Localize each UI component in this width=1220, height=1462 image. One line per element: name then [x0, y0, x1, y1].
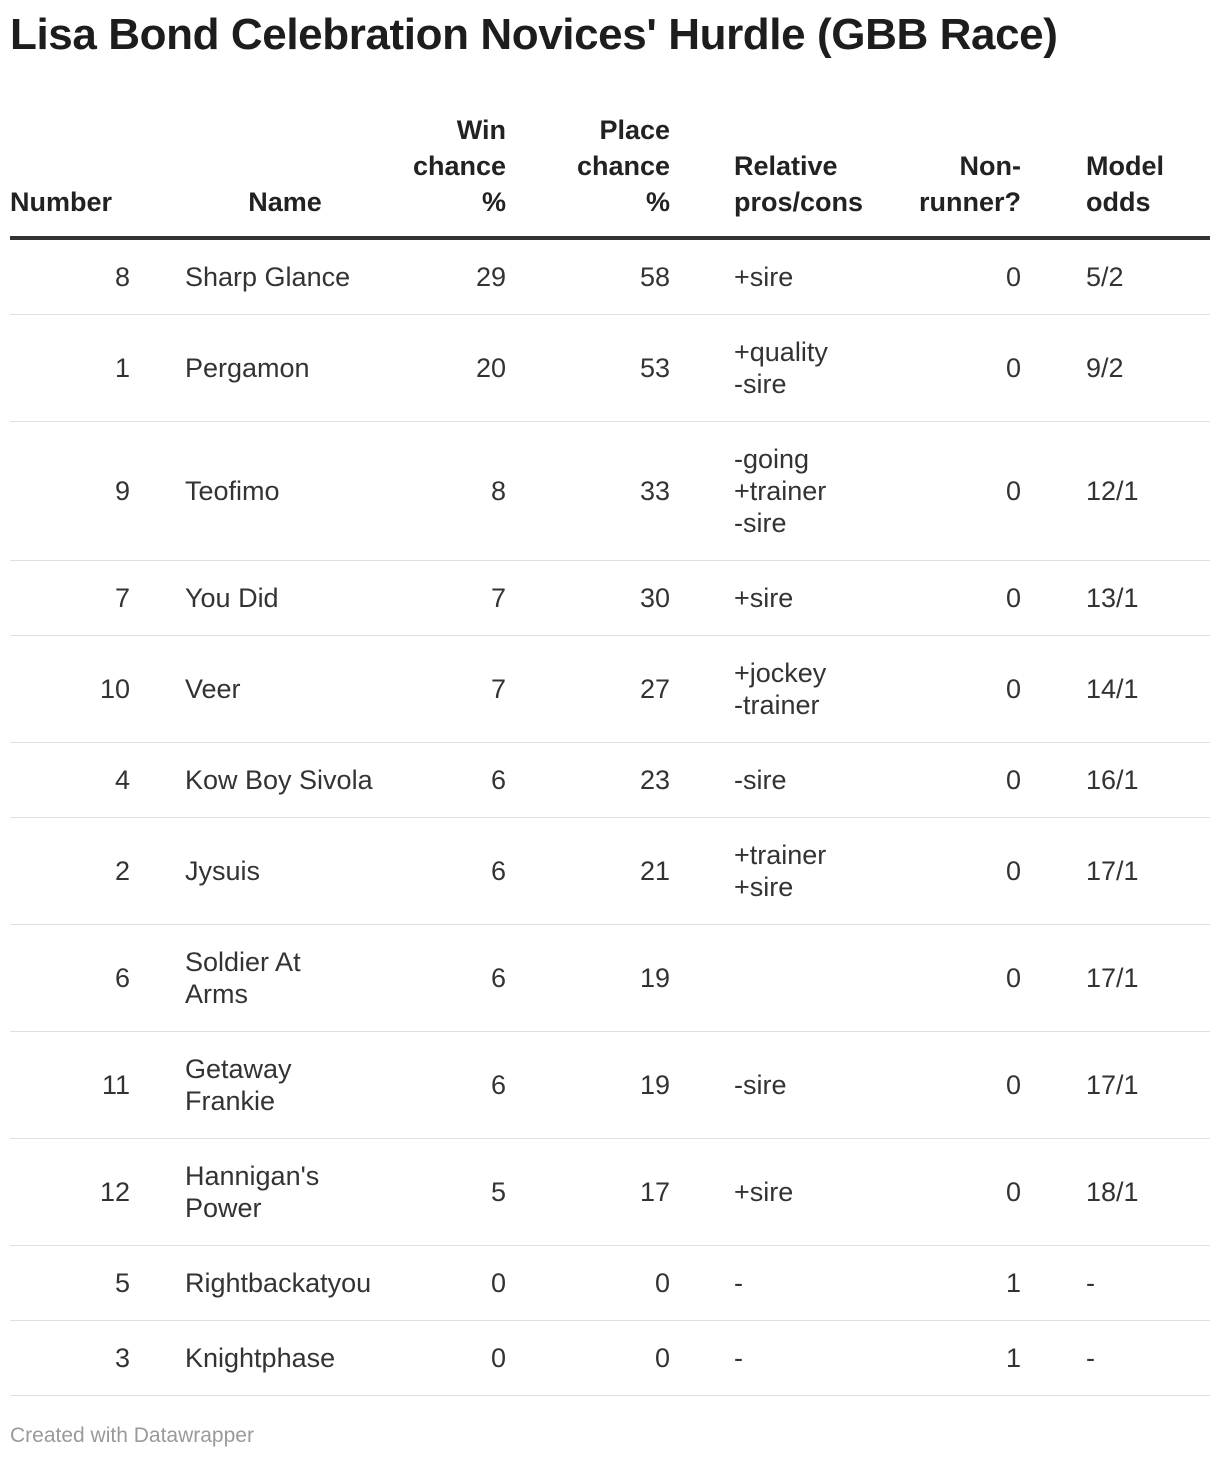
- cell-line: Soldier At: [185, 947, 301, 977]
- cell-place: 33: [541, 422, 705, 561]
- cell-odds: 17/1: [1073, 925, 1210, 1032]
- cell-line: -sire: [734, 1070, 787, 1100]
- cell-num: 1: [10, 315, 185, 422]
- cell-rel: [705, 1032, 890, 1139]
- cell-name: [185, 315, 385, 422]
- cell-rel: [705, 636, 890, 743]
- cell-win: 6: [385, 743, 541, 818]
- column-header-rel: [705, 112, 890, 238]
- cell-nr: 0: [890, 422, 1073, 561]
- cell-nr: 0: [890, 743, 1073, 818]
- cell-nr: 0: [890, 925, 1073, 1032]
- cell-num: 12: [10, 1139, 185, 1246]
- cell-line: Hannigan's: [185, 1161, 320, 1191]
- cell-odds: -: [1073, 1321, 1210, 1396]
- cell-win: 6: [385, 1032, 541, 1139]
- cell-odds: 12/1: [1073, 422, 1210, 561]
- cell-line: +sire: [734, 1177, 794, 1207]
- cell-rel: [705, 743, 890, 818]
- column-header-line: %: [645, 187, 670, 217]
- table-row: [10, 636, 1210, 743]
- cell-place: 27: [541, 636, 705, 743]
- column-header-place: [541, 112, 705, 238]
- cell-name: [185, 561, 385, 636]
- chart-title: Lisa Bond Celebration Novices' Hurdle (GBB Race): [10, 10, 1058, 59]
- column-header-win: [385, 112, 541, 238]
- column-header-line: Model: [1086, 151, 1164, 181]
- cell-nr: 0: [890, 1139, 1073, 1246]
- cell-nr: 0: [890, 315, 1073, 422]
- cell-line: +sire: [734, 583, 794, 613]
- column-header-line: chance: [412, 151, 506, 181]
- cell-odds: 13/1: [1073, 561, 1210, 636]
- cell-odds: 18/1: [1073, 1139, 1210, 1246]
- cell-odds: 16/1: [1073, 743, 1210, 818]
- cell-line: Knightphase: [185, 1343, 336, 1373]
- cell-line: Veer: [185, 674, 241, 704]
- cell-line: You Did: [185, 583, 279, 613]
- column-header-line: Non-: [959, 151, 1021, 181]
- table-row: [10, 1246, 1210, 1321]
- cell-win: 20: [385, 315, 541, 422]
- cell-line: -trainer: [734, 690, 820, 720]
- cell-rel: [705, 925, 890, 1032]
- cell-place: 21: [541, 818, 705, 925]
- cell-line: -: [734, 1343, 743, 1373]
- column-header-line: Place: [599, 115, 670, 145]
- table-row: [10, 315, 1210, 422]
- cell-rel: [705, 561, 890, 636]
- cell-num: 3: [10, 1321, 185, 1396]
- cell-win: 8: [385, 422, 541, 561]
- cell-line: Teofimo: [185, 476, 280, 506]
- cell-line: +sire: [734, 872, 794, 902]
- column-header-line: runner?: [918, 187, 1021, 217]
- cell-odds: -: [1073, 1246, 1210, 1321]
- table-row: [10, 818, 1210, 925]
- column-header-line: chance: [576, 151, 670, 181]
- cell-odds: 17/1: [1073, 818, 1210, 925]
- cell-num: 8: [10, 238, 185, 315]
- column-header-line: Number: [10, 187, 113, 217]
- cell-line: -: [734, 1268, 743, 1298]
- table-row: [10, 238, 1210, 315]
- column-header-name: [185, 112, 385, 238]
- cell-line: +jockey: [734, 658, 827, 688]
- cell-rel: [705, 315, 890, 422]
- cell-rel: [705, 238, 890, 315]
- data-table: [10, 112, 1210, 1396]
- cell-rel: [705, 422, 890, 561]
- cell-nr: 1: [890, 1246, 1073, 1321]
- cell-win: 29: [385, 238, 541, 315]
- cell-line: +trainer: [734, 840, 827, 870]
- cell-line: +trainer: [734, 476, 827, 506]
- cell-name: [185, 818, 385, 925]
- cell-line: -sire: [734, 369, 787, 399]
- column-header-line: Relative: [734, 151, 838, 181]
- cell-name: [185, 1246, 385, 1321]
- column-header-line: Win: [456, 115, 506, 145]
- cell-num: 7: [10, 561, 185, 636]
- cell-win: 0: [385, 1246, 541, 1321]
- column-header-line: %: [481, 187, 506, 217]
- cell-line: -going: [734, 444, 810, 474]
- cell-odds: 17/1: [1073, 1032, 1210, 1139]
- cell-nr: 0: [890, 1032, 1073, 1139]
- cell-name: [185, 238, 385, 315]
- column-header-line: Name: [248, 187, 322, 217]
- cell-line: Power: [185, 1193, 262, 1223]
- cell-win: 0: [385, 1321, 541, 1396]
- cell-line: Pergamon: [185, 353, 310, 383]
- cell-num: 6: [10, 925, 185, 1032]
- cell-nr: 0: [890, 636, 1073, 743]
- cell-line: -sire: [734, 765, 787, 795]
- cell-name: [185, 1139, 385, 1246]
- cell-name: [185, 925, 385, 1032]
- cell-win: 7: [385, 561, 541, 636]
- cell-place: 23: [541, 743, 705, 818]
- table-row: [10, 743, 1210, 818]
- cell-name: [185, 636, 385, 743]
- column-header-line: odds: [1086, 187, 1151, 217]
- cell-place: 19: [541, 925, 705, 1032]
- column-header-nr: [890, 112, 1073, 238]
- cell-line: +sire: [734, 262, 794, 292]
- cell-num: 11: [10, 1032, 185, 1139]
- table-header: [10, 112, 1210, 238]
- header-row: [10, 112, 1210, 238]
- cell-line: +quality: [734, 337, 828, 367]
- cell-place: 0: [541, 1321, 705, 1396]
- cell-num: 10: [10, 636, 185, 743]
- cell-odds: 5/2: [1073, 238, 1210, 315]
- cell-line: Getaway: [185, 1054, 292, 1084]
- cell-nr: 0: [890, 238, 1073, 315]
- column-header-num: [10, 112, 185, 238]
- cell-line: Frankie: [185, 1086, 276, 1116]
- cell-num: 9: [10, 422, 185, 561]
- table-body: [10, 238, 1210, 1396]
- cell-rel: [705, 818, 890, 925]
- cell-num: 4: [10, 743, 185, 818]
- cell-rel: [705, 1321, 890, 1396]
- cell-line: Jysuis: [185, 856, 261, 886]
- table-row: [10, 422, 1210, 561]
- cell-nr: 0: [890, 561, 1073, 636]
- table-container: [10, 112, 1210, 1396]
- column-header-line: pros/cons: [734, 187, 864, 217]
- cell-place: 30: [541, 561, 705, 636]
- cell-line: Arms: [185, 979, 248, 1009]
- cell-win: 7: [385, 636, 541, 743]
- cell-name: [185, 422, 385, 561]
- cell-line: -sire: [734, 508, 787, 538]
- cell-line: Sharp Glance: [185, 262, 351, 292]
- cell-name: [185, 1321, 385, 1396]
- cell-place: 53: [541, 315, 705, 422]
- cell-odds: 9/2: [1073, 315, 1210, 422]
- cell-num: 5: [10, 1246, 185, 1321]
- cell-place: 58: [541, 238, 705, 315]
- cell-name: [185, 1032, 385, 1139]
- cell-line: Rightbackatyou: [185, 1268, 372, 1298]
- cell-rel: [705, 1139, 890, 1246]
- column-header-odds: [1073, 112, 1210, 238]
- cell-win: 6: [385, 818, 541, 925]
- footer-credit: Created with Datawrapper: [10, 1424, 254, 1447]
- cell-win: 5: [385, 1139, 541, 1246]
- cell-place: 0: [541, 1246, 705, 1321]
- table-row: [10, 925, 1210, 1032]
- table-row: [10, 1321, 1210, 1396]
- cell-name: [185, 743, 385, 818]
- cell-nr: 1: [890, 1321, 1073, 1396]
- cell-place: 17: [541, 1139, 705, 1246]
- cell-place: 19: [541, 1032, 705, 1139]
- cell-win: 6: [385, 925, 541, 1032]
- cell-num: 2: [10, 818, 185, 925]
- cell-rel: [705, 1246, 890, 1321]
- cell-line: Kow Boy Sivola: [185, 765, 373, 795]
- table-row: [10, 561, 1210, 636]
- cell-odds: 14/1: [1073, 636, 1210, 743]
- table-row: [10, 1032, 1210, 1139]
- cell-nr: 0: [890, 818, 1073, 925]
- table-row: [10, 1139, 1210, 1246]
